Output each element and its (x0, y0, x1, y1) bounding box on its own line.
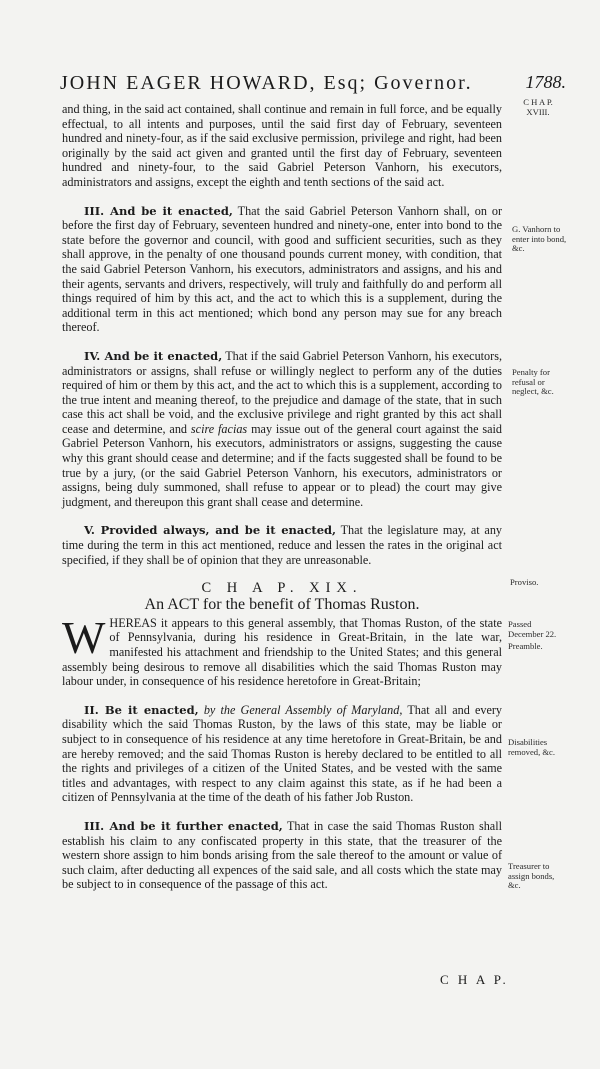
preamble-text: HEREAS it appears to this general assembly, that Thomas Ruston, of the state of Pennsylvania, during his residence in Great-Britain, in the late war, manifested his attachment and friendship to the United States; and this general assembly being desirous to remove all disabilities which the said Thomas Ruston may labour under, in consequence of his residence heretofore in Great-Britain; (62, 615, 502, 689)
margin-note-preamble: Preamble. (508, 641, 543, 651)
margin-note-disabilities: Disabilities removed, &c. (508, 737, 556, 757)
margin-note-bond: G. Vanhorn to enter into bond, &c. (512, 224, 567, 254)
section-iii-lead: III. And be it enacted, (84, 203, 233, 218)
drop-cap: W (62, 611, 106, 663)
act-section-iii-text: That in case the said Thomas Ruston shall establish his claim to any confiscated property in this state, that the treasurer of the western shore assign to him bonds arising from the sale thereof to the amount or value of such claim, after deducting all expences of the said sale, and all costs which the state may be subject to in consequence of the passage of this act. (62, 818, 502, 892)
section-v-lead: V. Provided always, and be it enacted, (84, 523, 337, 538)
catchword: C H A P. (440, 972, 509, 987)
section-iii (62, 204, 502, 335)
act-title: An ACT for the benefit of Thomas Ruston. (144, 595, 420, 613)
section-iv-lead: IV. And be it enacted, (84, 348, 223, 363)
act-section-ii-italic: by the General Assembly of Maryland, (203, 702, 403, 717)
section-iii-text: That the said Gabriel Peterson Vanhorn shall, on or before the first day of February, seventeen hundred and ninety-one, enter into bond to the state before the governor and council, with good and sufficient securities, such as they shall approve, in the penalty of one thousand pounds current money, with condition, that the said Gabriel Peterson Vanhorn, his executors, administrators and assigns, and his and their agents, servants and drivers, respectively, will truly and faithfully do and perform all things required of him by this act, and the act to which this is a supplement, during the additional term in this act mentioned; which bond any person may sue for any breach thereof. (62, 203, 503, 335)
act-section-iii (62, 819, 502, 892)
chapter-heading: C H A P. XIX. (201, 580, 363, 597)
margin-chap-word: C H A P. (523, 97, 553, 107)
section-iv-text-a: That if the said Gabriel Peterson Vanhorn, his executors, administrators or assigns, shall refuse or willingly neglect to perform any of the duties required of him or them by this act, and the act to which this is a supplement, according to the true intent and meaning thereof, to the prejudice and damage of the state, that in such case this act shall be void, and the exclusive privilege and right granted by this act shall cease and determine, and (62, 348, 502, 436)
section-iv (62, 349, 502, 510)
margin-note-treasurer: Treasurer to assign bonds, &c. (508, 861, 555, 891)
act-section-ii-text: That all and every disability which the said Thomas Ruston, by the laws of this state, may be liable or subject to in consequence of his residence at any time heretofore in Great-Britain, be and are hereby removed; and the said Thomas Ruston is hereby declared to be entitled to all the rights and privileges of a citizen of the United States, and be vested with the same titles and advantages, with respect to any claim against this state, as if he had been a citizen of Pennsylvania at the time of the death of his father Job Ruston. (62, 702, 503, 805)
section-v (62, 523, 502, 567)
act-section-ii-lead: II. Be it enacted, (84, 702, 199, 717)
margin-chap-number: XVIII. (526, 106, 550, 117)
margin-note-proviso: Proviso. (510, 577, 539, 587)
act-section-iii-lead: III. And be it further enacted, (84, 818, 283, 833)
margin-note-passed: Passed December 22. (508, 619, 557, 639)
continued-paragraph: and thing, in the said act contained, shall continue and remain in full force, and be equally effectual, to all intents and purposes, until the said first day of February, seventeen hundred and ninety-four, as if the said exclusive permission, privilege and right, had been originally by the said act given and granted until the first day of February, seventeen hundred and ninety-four, to the said Gabriel Peterson Vanhorn, his executors, administrators and assigns, except the eighth and tenth sections of the said act. (62, 102, 502, 189)
running-header (60, 72, 566, 102)
page-year: 1788. (525, 72, 566, 92)
section-v-text: That the legislature may, at any time during the term in this act mentioned, reduce and lessen the rates in the original act specified, if they shall be of opinion that they are unreasonable. (62, 523, 503, 567)
margin-note-penalty: Penalty for refusal or neglect, &c. (512, 367, 554, 397)
margin-chap-label (513, 98, 563, 117)
running-title: JOHN EAGER HOWARD, Esq; Governor. (60, 72, 473, 94)
act-section-ii (62, 703, 502, 805)
section-iv-italic: scire facias (190, 421, 248, 436)
preamble-paragraph (62, 611, 502, 689)
section-iv-text-b: may issue out of the general court against the said Gabriel Peterson Vanhorn, his executors, administrators or assigns, suggesting the cause why this grant should cease and determine; and if the facts suggested shall be found to be true by a jury, (or the said Gabriel Peterson Vanhorn, his executors, administrators or assigns, being duly summoned, shall refuse to appear or to plead) the court may give judgment, and thereupon this grant shall cease and determine. (62, 421, 502, 509)
document-body (62, 102, 502, 892)
